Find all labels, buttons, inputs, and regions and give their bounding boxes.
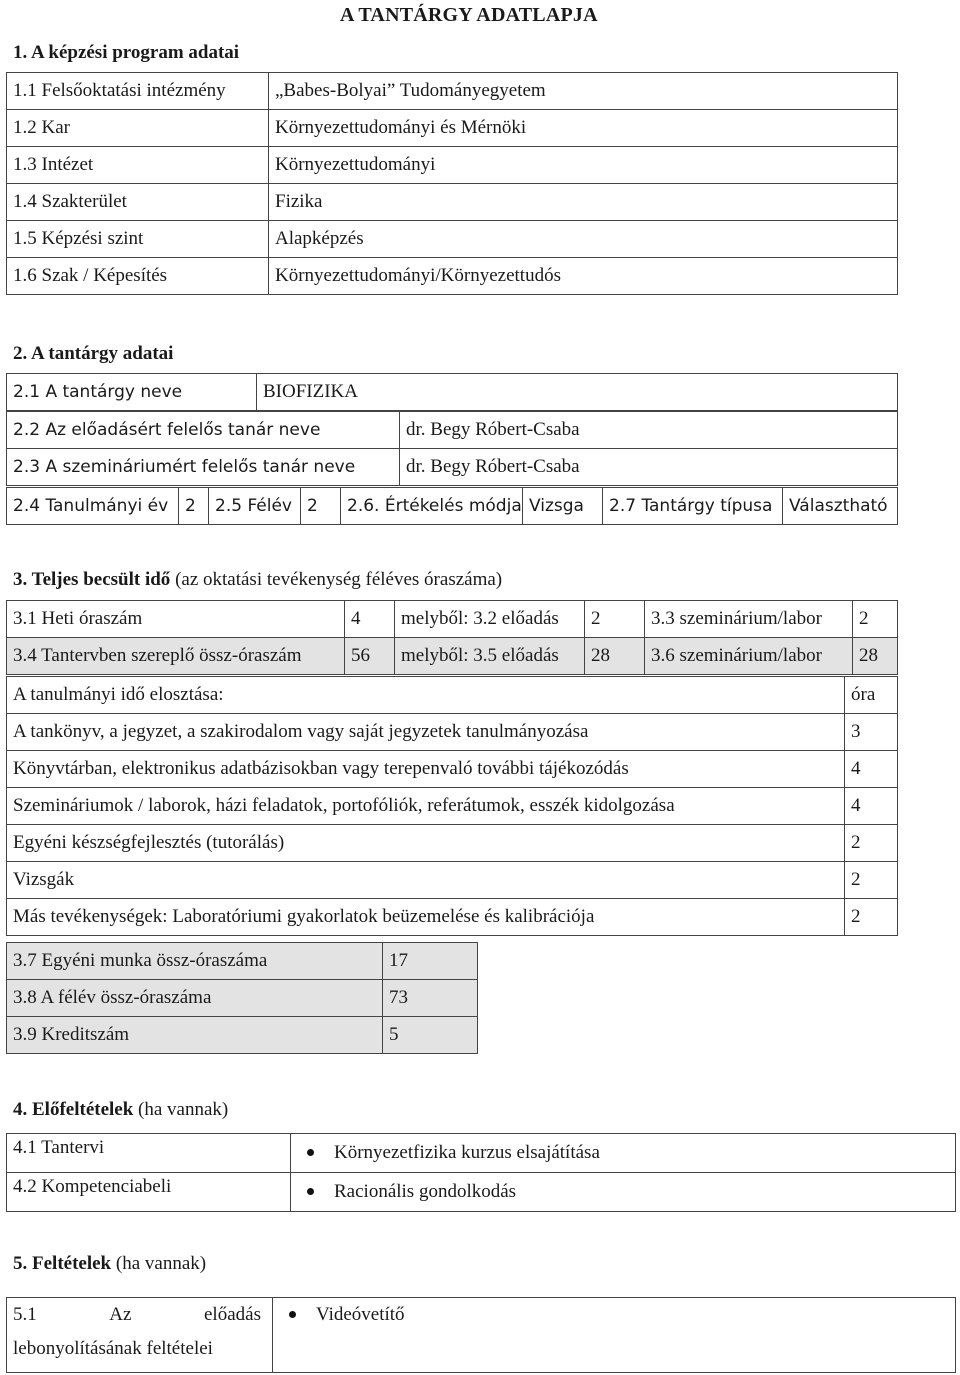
cell-value: „Babes-Bolyai” Tudományegyetem	[269, 73, 898, 110]
section-5-heading-note: (ha vannak)	[111, 1253, 207, 1274]
lecturer-label: 2.2 Az előadásért felelős tanár neve	[7, 412, 400, 449]
document-title: A TANTÁRGY ADATLAPJA	[340, 4, 598, 26]
time-distribution-table	[6, 676, 898, 936]
credits-label: 3.9 Kreditszám	[7, 1017, 383, 1054]
teachers-table	[6, 411, 898, 486]
label-word: előadás	[204, 1304, 261, 1325]
cell-value: Környezettudományi	[269, 147, 898, 184]
section-5-heading-bold: 5. Feltételek	[13, 1253, 112, 1274]
individual-work-label: 3.7 Egyéni munka össz-óraszáma	[7, 943, 383, 980]
activity-label: Egyéni készségfejlesztés (tutorálás)	[7, 825, 845, 862]
section-3-heading	[13, 569, 502, 591]
activity-label: A tankönyv, a jegyzet, a szakirodalom vagy saját jegyzetek tanulmányozása	[7, 714, 845, 751]
total-hours-value: 56	[345, 638, 395, 675]
prereq-curricular-value: Környezetfizika kurzus elsajátítása	[334, 1142, 600, 1163]
weekly-lecture-value: 2	[585, 601, 645, 638]
activity-hours: 3	[845, 714, 898, 751]
cell-label: 1.1 Felsőoktatási intézmény	[7, 73, 269, 110]
lecture-conditions-cell	[273, 1298, 956, 1373]
table-row	[7, 751, 898, 788]
activity-label: Más tevékenységek: Laboratóriumi gyakorlatok beüzemelése és kalibrációja	[7, 899, 845, 936]
course-type-value: Választható	[783, 488, 898, 525]
table-row	[7, 677, 898, 714]
study-year-label: 2.4 Tanulmányi év	[7, 488, 179, 525]
activity-hours: 4	[845, 788, 898, 825]
evaluation-label: 2.6. Értékelés módja	[341, 488, 523, 525]
prerequisites-table	[6, 1133, 956, 1212]
weekly-seminar-label: 3.3 szeminárium/labor	[645, 601, 853, 638]
course-name-value: BIOFIZIKA	[257, 374, 898, 411]
activity-hours: 2	[845, 862, 898, 899]
cell-value: Alapképzés	[269, 221, 898, 258]
section-3-heading-note: (az oktatási tevékenység féléves óraszáma)	[170, 569, 503, 590]
total-lecture-value: 28	[585, 638, 645, 675]
prereq-competence-label: 4.2 Kompetenciabeli	[7, 1173, 291, 1212]
course-name-label: 2.1 A tantárgy neve	[7, 374, 257, 411]
table-row	[7, 73, 898, 110]
table-row	[7, 184, 898, 221]
cell-value: Környezettudományi és Mérnöki	[269, 110, 898, 147]
weekly-seminar-value: 2	[853, 601, 898, 638]
conditions-table	[6, 1297, 956, 1373]
section-1-heading: 1. A képzési program adatai	[13, 42, 240, 63]
credits-value: 5	[383, 1017, 478, 1054]
cell-value: Fizika	[269, 184, 898, 221]
seminar-teacher-value: dr. Begy Róbert-Csaba	[400, 449, 898, 486]
semester-label: 2.5 Félév	[209, 488, 301, 525]
table-row	[7, 601, 898, 638]
total-hours-label: 3.4 Tantervben szereplő össz-óraszám	[7, 638, 345, 675]
lecture-conditions-label-line1	[13, 1298, 261, 1332]
distribution-label: A tanulmányi idő elosztása:	[7, 677, 845, 714]
weekly-lecture-label: melyből: 3.2 előadás	[395, 601, 585, 638]
prereq-curricular-label: 4.1 Tantervi	[7, 1134, 291, 1173]
prereq-competence-cell	[291, 1173, 956, 1212]
cell-label: 1.4 Szakterület	[7, 184, 269, 221]
table-row	[7, 374, 898, 411]
semester-total-label: 3.8 A félév össz-óraszáma	[7, 980, 383, 1017]
total-seminar-value: 28	[853, 638, 898, 675]
activity-hours: 4	[845, 751, 898, 788]
section-3-heading-bold: 3. Teljes becsült idő	[13, 569, 171, 590]
table-row	[7, 488, 898, 525]
total-lecture-label: melyből: 3.5 előadás	[395, 638, 585, 675]
cell-value: Környezettudományi/Környezettudós	[269, 258, 898, 295]
table-row	[7, 1298, 956, 1373]
activity-hours: 2	[845, 899, 898, 936]
prereq-curricular-cell	[291, 1134, 956, 1173]
cell-label: 1.3 Intézet	[7, 147, 269, 184]
activity-label: Könyvtárban, elektronikus adatbázisokban vagy terepenvaló további tájékozódás	[7, 751, 845, 788]
table-row	[7, 147, 898, 184]
cell-label: 1.6 Szak / Képesítés	[7, 258, 269, 295]
prereq-competence-value: Racionális gondolkodás	[334, 1181, 517, 1202]
distribution-unit: óra	[845, 677, 898, 714]
study-year-value: 2	[179, 488, 209, 525]
semester-total-value: 73	[383, 980, 478, 1017]
table-row	[7, 1017, 478, 1054]
activity-label: Szemináriumok / laborok, házi feladatok, portofóliók, referátumok, esszék kidolgozása	[7, 788, 845, 825]
semester-value: 2	[301, 488, 341, 525]
evaluation-value: Vizsga	[523, 488, 603, 525]
table-row	[7, 943, 478, 980]
course-type-label: 2.7 Tantárgy típusa	[603, 488, 783, 525]
bullet-icon	[307, 1149, 314, 1156]
lecture-conditions-value: Videóvetítő	[316, 1304, 405, 1325]
table-row	[7, 788, 898, 825]
cell-label: 1.2 Kar	[7, 110, 269, 147]
cell-label: 1.5 Képzési szint	[7, 221, 269, 258]
activity-hours: 2	[845, 825, 898, 862]
label-word: 5.1	[13, 1304, 37, 1325]
table-row	[7, 980, 478, 1017]
hours-table	[6, 600, 898, 675]
lecturer-value: dr. Begy Róbert-Csaba	[400, 412, 898, 449]
table-row	[7, 899, 898, 936]
table-row	[7, 110, 898, 147]
lecture-conditions-label-line2: lebonyolításának feltételei	[13, 1338, 213, 1359]
weekly-hours-label: 3.1 Heti óraszám	[7, 601, 345, 638]
seminar-teacher-label: 2.3 A szemináriumért felelős tanár neve	[7, 449, 400, 486]
section-4-heading-bold: 4. Előfeltételek	[13, 1099, 134, 1120]
activity-label: Vizsgák	[7, 862, 845, 899]
individual-work-value: 17	[383, 943, 478, 980]
table-row	[7, 258, 898, 295]
course-meta-table	[6, 487, 898, 525]
bullet-icon	[289, 1311, 296, 1318]
section-4-heading	[13, 1099, 228, 1121]
lecture-conditions-label	[7, 1298, 273, 1373]
bullet-icon	[307, 1188, 314, 1195]
course-name-table	[6, 373, 898, 411]
table-row	[7, 1173, 956, 1212]
total-seminar-label: 3.6 szeminárium/labor	[645, 638, 853, 675]
table-row	[7, 825, 898, 862]
table-row	[7, 412, 898, 449]
totals-table	[6, 942, 478, 1054]
program-data-table	[6, 72, 898, 295]
table-row	[7, 221, 898, 258]
table-row	[7, 714, 898, 751]
section-4-heading-note: (ha vannak)	[133, 1099, 229, 1120]
label-word: Az	[109, 1304, 132, 1325]
table-row	[7, 1134, 956, 1173]
table-row	[7, 862, 898, 899]
table-row	[7, 449, 898, 486]
section-5-heading	[13, 1253, 206, 1275]
weekly-hours-value: 4	[345, 601, 395, 638]
table-row	[7, 638, 898, 675]
section-2-heading: 2. A tantárgy adatai	[13, 343, 174, 364]
